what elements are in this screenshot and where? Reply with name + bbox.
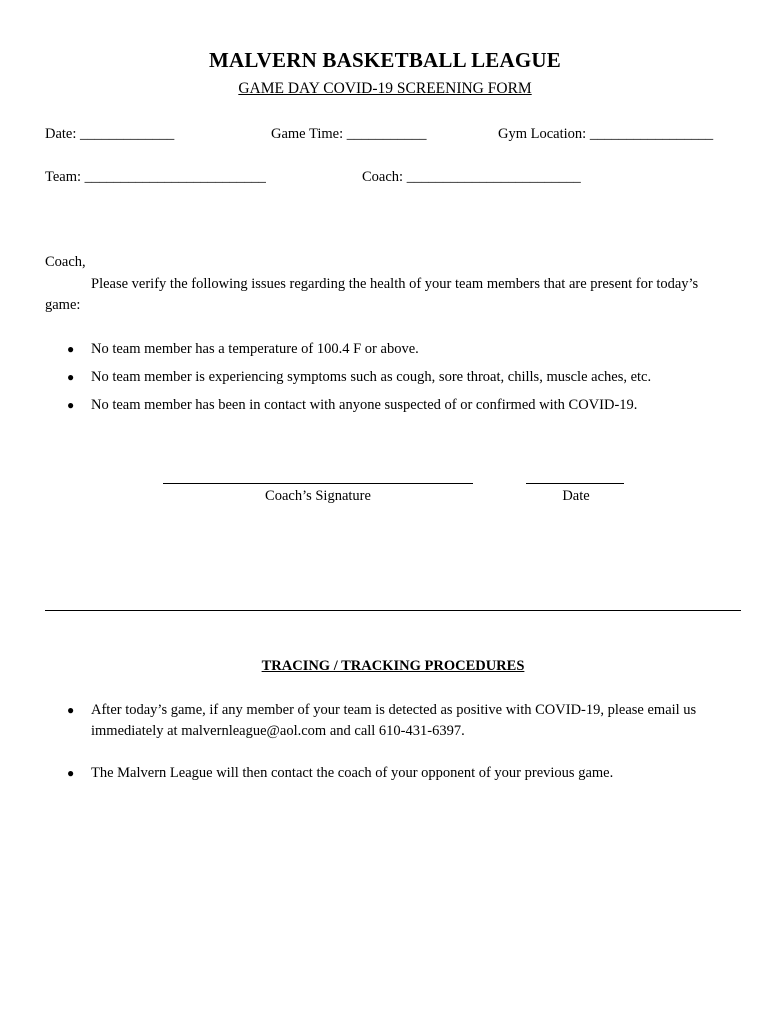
intro-paragraph-text: Please verify the following issues regarding the health of your team members that are present for today’s game: — [45, 276, 699, 313]
intro-paragraph — [45, 274, 735, 316]
coach-field[interactable]: Coach: ________________________ — [362, 169, 581, 185]
coach-signature-line[interactable] — [163, 483, 473, 484]
tracing-item-email: After today’s game, if any member of your team is detected as positive with COVID-19, please email us immediately at malvernleague@aol.com and call 610-431-6397. — [91, 702, 697, 739]
gym-location-field[interactable]: Gym Location: _________________ — [498, 126, 714, 142]
section-divider — [45, 610, 741, 611]
team-field[interactable]: Team: _________________________ — [45, 169, 266, 185]
checklist-item-symptoms: No team member is experiencing symptoms such as cough, sore throat, chills, muscle aches, etc. — [91, 369, 652, 385]
tracing-list — [45, 700, 745, 784]
game-time-field[interactable]: Game Time: ___________ — [271, 126, 427, 142]
tracing-item-contact: The Malvern League will then contact the coach of your opponent of your previous game. — [91, 765, 614, 781]
date-field[interactable]: Date: _____________ — [45, 126, 175, 142]
health-checklist — [45, 339, 735, 416]
list-item — [45, 339, 735, 360]
form-subtitle — [0, 80, 770, 98]
page-title: MALVERN BASKETBALL LEAGUE — [209, 48, 561, 72]
bullet-icon: ● — [67, 703, 75, 717]
signature-date-label: Date — [562, 488, 590, 504]
checklist-item-contact: No team member has been in contact with anyone suspected of or confirmed with COVID-19. — [91, 397, 638, 413]
list-item — [45, 367, 735, 388]
bullet-icon: ● — [67, 766, 75, 780]
salutation: Coach, — [45, 254, 86, 270]
coach-signature-label: Coach’s Signature — [265, 488, 371, 504]
bullet-icon: ● — [67, 370, 75, 384]
tracing-heading: TRACING / TRACKING PROCEDURES — [261, 658, 525, 674]
bullet-icon: ● — [67, 342, 75, 356]
checklist-item-temperature: No team member has a temperature of 100.4 F or above. — [91, 341, 419, 357]
bullet-icon: ● — [67, 398, 75, 412]
form-subtitle-text: GAME DAY COVID-19 SCREENING FORM — [238, 80, 532, 97]
signature-date-line[interactable] — [526, 483, 624, 484]
list-item — [45, 700, 745, 742]
list-item — [45, 395, 735, 416]
list-item — [45, 763, 745, 784]
